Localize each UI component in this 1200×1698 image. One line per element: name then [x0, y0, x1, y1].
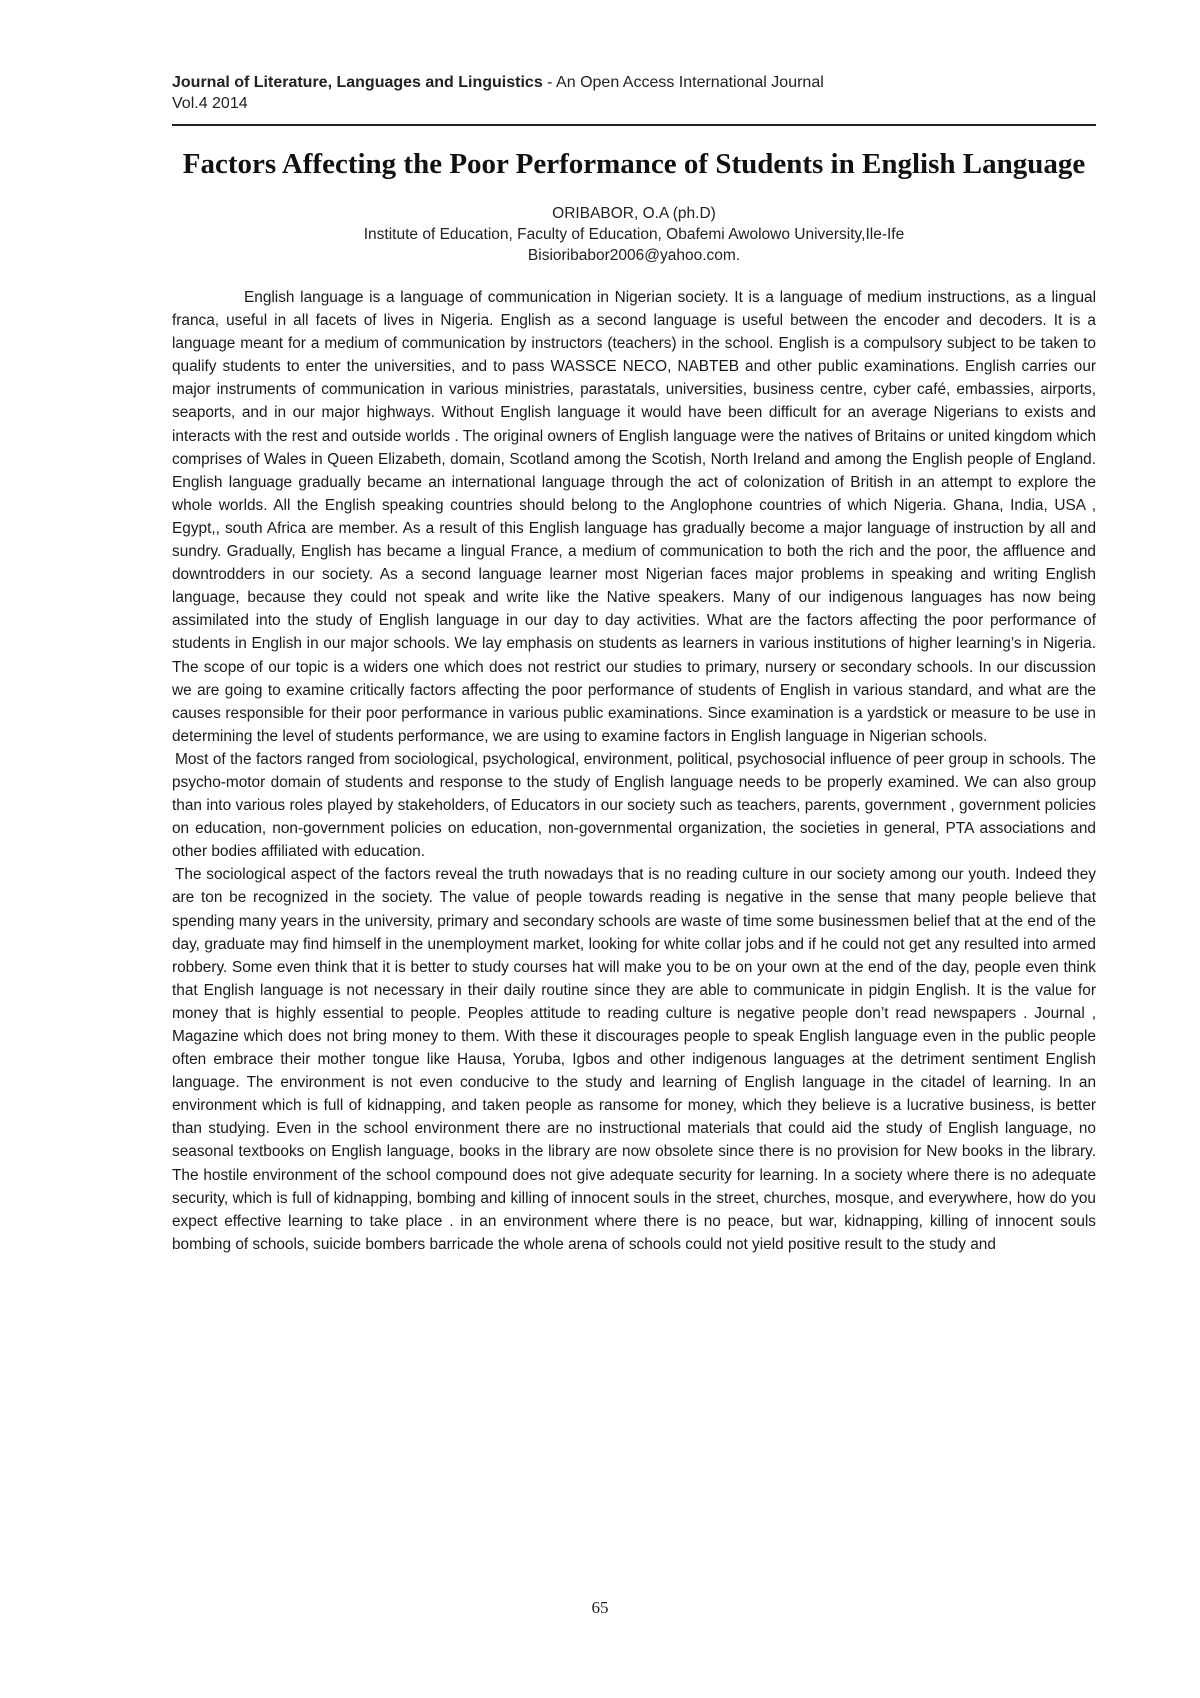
author-email: Bisioribabor2006@yahoo.com. — [527, 247, 741, 264]
journal-volume: Vol.4 2014 — [172, 95, 248, 112]
author-name: ORIBABOR, O.A (ph.D) — [552, 205, 716, 222]
article-body — [172, 286, 1096, 1256]
byline — [172, 203, 1096, 266]
journal-name: Journal of Literature, Languages and Linguistics — [172, 74, 543, 91]
header-divider — [172, 124, 1096, 126]
journal-title-line — [172, 72, 1096, 93]
body-paragraph: English language is a language of communication in Nigerian society. It is a language of medium instructions, as a lingual franca, useful in all facets of lives in Nigeria. English as a second language is useful between the encoder and decoders. It is a language meant for a medium of communication by instructors (teachers) in the school. English is a compulsory subject to be taken to qualify students to enter the universities, and to pass WASSCE NECO, NABTEB and other public examinations. English carries our major instruments of communication in various ministries, parastatals, universities, business centre, cyber café, embassies, airports, seaports, and in our major highways. Without English language it would have been difficult for an average Nigerians to exists and interacts with the rest and outside worlds . The original owners of English language were the natives of Britains or united kingdom which comprises of Wales in Queen Elizabeth, domain, Scotland among the Scotish, North Ireland and among the English people of England. English language gradually became an international language through the act of colonization of British in an attempt to explore the whole worlds. All the English speaking countries should belong to the Anglophone countries of which Nigeria. Ghana, India, USA , Egypt,, south Africa are member. As a result of this English language has gradually become a major language of instruction by all and sundry. Gradually, English has became a lingual France, a medium of communication to both the rich and the poor, the affluence and downtrodders in our society. As a second language learner most Nigerian faces major problems in speaking and writing English language, because they could not speak and write like the Native speakers. Many of our indigenous languages has now being assimilated into the study of English language in our day to day activities. What are the factors affecting the poor performance of students in English in our major schools. We lay emphasis on students as learners in various institutions of higher learning’s in Nigeria. The scope of our topic is a widers one which does not restrict our studies to primary, nursery or secondary schools. In our discussion we are going to examine critically factors affecting the poor performance of students of English in various standard, and what are the causes responsible for their poor performance in various public examinations. Since examination is a yardstick or measure to be use in determining the level of students performance, we are using to examine factors in English language in Nigerian schools. — [172, 289, 1096, 745]
body-paragraph: Most of the factors ranged from sociological, psychological, environment, political, psychosocial influence of peer group in schools. The psycho-motor domain of students and response to the study of English language needs to be properly examined. We can also group than into various roles played by stakeholders, of Educators in our society such as teachers, parents, government , government policies on education, non-government policies on education, non-governmental organization, the societies in general, PTA associations and other bodies affiliated with education. — [172, 750, 1096, 861]
article-title: Factors Affecting the Poor Performance of Students in English Language — [182, 148, 1086, 180]
author-affiliation: Institute of Education, Faculty of Education, Obafemi Awolowo University,Ile-Ife — [363, 226, 905, 243]
page — [172, 72, 1096, 1256]
body-paragraph: The sociological aspect of the factors reveal the truth nowadays that is no reading culture in our society among our youth. Indeed they are ton be recognized in the society. The value of people towards reading is negative in the sense that many people believe that spending many years in the university, primary and secondary schools are waste of time some businessmen belief that at the end of the day, graduate may find himself in the unemployment market, looking for white collar jobs and if he could not get any resulted into armed robbery. Some even think that it is better to study courses hat will make you to be on your own at the end of the day, people even think that English language is not necessary in their daily routine since they are able to communicate in pidgin English. It is the value for money that is highly essential to people. Peoples attitude to reading culture is negative people don’t read newspapers . Journal , Magazine which does not bring money to them. With these it discourages people to speak English language even in the public people often embrace their mother tongue like Hausa, Yoruba, Igbos and other indigenous languages at the detriment sentiment English language. The environment is not even conducive to the study and learning of English language in the citadel of learning. In an environment which is full of kidnapping, and taken people as ransome for money, which they believe is a lucrative business, is better than studying. Even in the school environment there are no instructional materials that could aid the study of English language, no seasonal textbooks on English language, books in the library are now obsolete since there is no provision for New books in the library. The hostile environment of the school compound does not give adequate security for learning. In a society where there is no adequate security, which is full of kidnapping, bombing and killing of innocent souls in the street, churches, mosque, and everywhere, how do you expect effective learning to take place . in an environment where there is no peace, but war, kidnapping, killing of innocent souls bombing of schools, suicide bombers barricade the whole arena of schools could not yield positive result to the study and — [172, 866, 1096, 1253]
page-number: 65 — [591, 1598, 609, 1617]
journal-suffix: - An Open Access International Journal — [542, 74, 824, 91]
journal-header — [172, 72, 1096, 114]
